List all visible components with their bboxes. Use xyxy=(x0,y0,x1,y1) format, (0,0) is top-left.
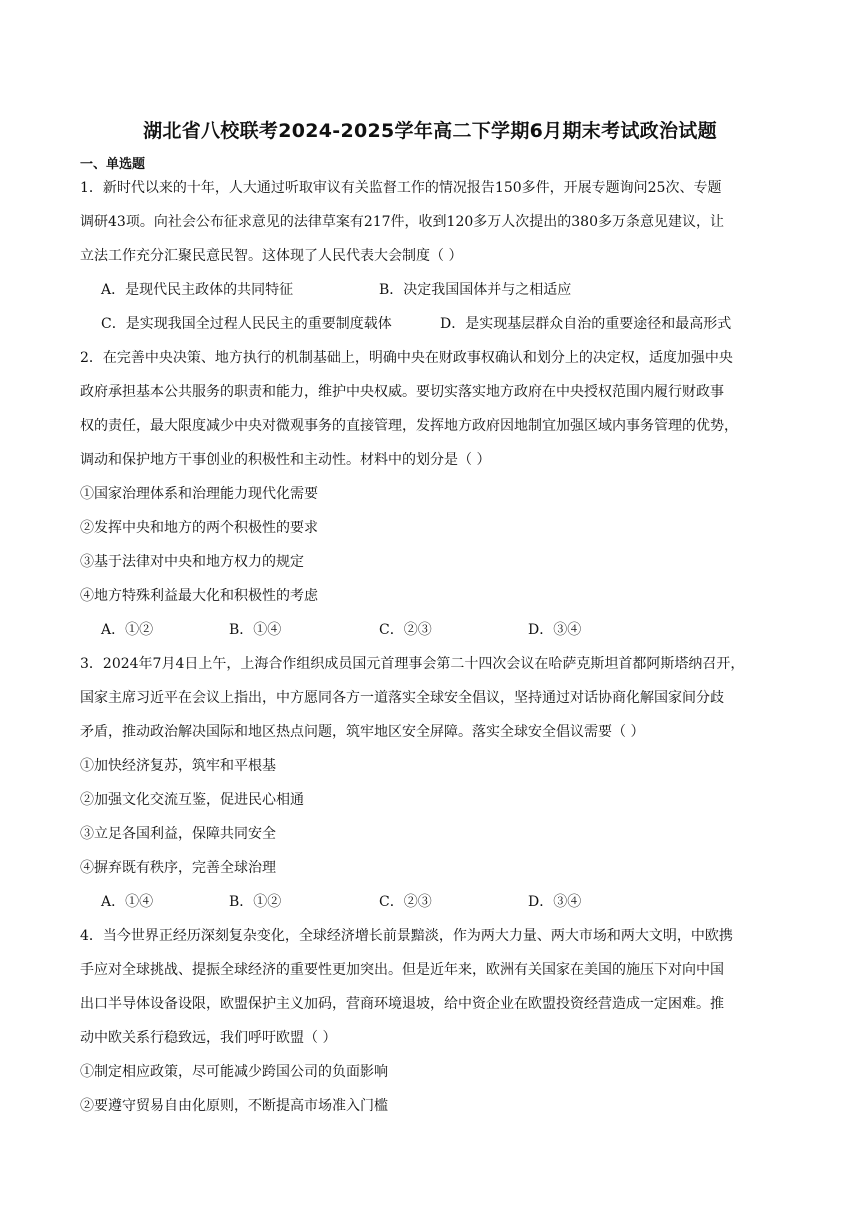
q2-stem-line-4: 调动和保护地方干事创业的积极性和主动性。材料中的划分是（ ） xyxy=(80,452,491,468)
section-heading: 一、单选题 xyxy=(80,157,146,172)
q4-stem-line-3: 出口半导体设备设限，欧盟保护主义加码，营商环境退坡，给中资企业在欧盟投资经营造成一定困难。推 xyxy=(80,996,724,1012)
q3-stem-line-1: 3．2024年7月4日上午，上海合作组织成员国元首理事会第二十四次会议在哈萨克斯坦首都阿斯塔纳召开， xyxy=(80,656,745,672)
q3-item-4: ④摒弃既有秩序，完善全球治理 xyxy=(80,860,276,876)
q3-option-c: C．②③ xyxy=(379,894,432,910)
q2-option-d: D．③④ xyxy=(528,622,582,638)
q1-option-d: D．是实现基层群众自治的重要途径和最高形式 xyxy=(440,316,732,332)
q2-item-3: ③基于法律对中央和地方权力的规定 xyxy=(80,554,304,570)
q4-stem-line-2: 手应对全球挑战、提振全球经济的重要性更加突出。但是近年来，欧洲有关国家在美国的施压下对向中国 xyxy=(80,962,724,978)
q2-option-c: C．②③ xyxy=(379,622,432,638)
q1-option-a: A．是现代民主政体的共同特征 xyxy=(101,282,294,298)
q3-item-2: ②加强文化交流互鉴，促进民心相通 xyxy=(80,792,304,808)
q2-option-b: B．①④ xyxy=(229,622,282,638)
q3-option-d: D．③④ xyxy=(528,894,582,910)
q3-stem-line-2: 国家主席习近平在会议上指出，中方愿同各方一道落实全球安全倡议，坚持通过对话协商化解国家间分歧 xyxy=(80,690,724,706)
q2-item-1: ①国家治理体系和治理能力现代化需要 xyxy=(80,486,318,502)
q1-stem-line-1: 1．新时代以来的十年，人大通过听取审议有关监督工作的情况报告150多件，开展专题询问25次、专题 xyxy=(80,180,722,196)
q2-item-2: ②发挥中央和地方的两个积极性的要求 xyxy=(80,520,318,536)
q4-stem-line-4: 动中欧关系行稳致远，我们呼吁欧盟（ ） xyxy=(80,1030,337,1046)
q3-stem-line-3: 矛盾，推动政治解决国际和地区热点问题，筑牢地区安全屏障。落实全球安全倡议需要（ ） xyxy=(80,724,645,740)
q2-stem-line-2: 政府承担基本公共服务的职责和能力，维护中央权威。要切实落实地方政府在中央授权范围内履行财政事 xyxy=(80,384,724,400)
q1-option-c: C．是实现我国全过程人民民主的重要制度载体 xyxy=(101,316,392,332)
q3-item-3: ③立足各国利益，保障共同安全 xyxy=(80,826,276,842)
q2-option-a: A．①② xyxy=(101,622,154,638)
q1-option-b: B．决定我国国体并与之相适应 xyxy=(379,282,572,298)
q4-item-1: ①制定相应政策，尽可能减少跨国公司的负面影响 xyxy=(80,1064,388,1080)
page-title: 湖北省八校联考2024-2025学年高二下学期6月期末考试政治试题 xyxy=(143,120,717,142)
q2-item-4: ④地方特殊利益最大化和积极性的考虑 xyxy=(80,588,318,604)
q3-option-b: B．①② xyxy=(229,894,282,910)
q2-stem-line-1: 2．在完善中央决策、地方执行的机制基础上，明确中央在财政事权确认和划分上的决定权，适度加强中央 xyxy=(80,350,733,366)
q3-option-a: A．①④ xyxy=(101,894,154,910)
q1-stem-line-2: 调研43项。向社会公布征求意见的法律草案有217件，收到120多万人次提出的380多万条意见建议，让 xyxy=(80,214,724,230)
q4-stem-line-1: 4．当今世界正经历深刻复杂变化，全球经济增长前景黯淡，作为两大力量、两大市场和两大文明，中欧携 xyxy=(80,928,733,944)
q3-item-1: ①加快经济复苏，筑牢和平根基 xyxy=(80,758,276,774)
q2-stem-line-3: 权的责任，最大限度减少中央对微观事务的直接管理，发挥地方政府因地制宜加强区域内事务管理的优势， xyxy=(80,418,738,434)
q1-stem-line-3: 立法工作充分汇聚民意民智。这体现了人民代表大会制度（ ） xyxy=(80,248,463,264)
q4-item-2: ②要遵守贸易自由化原则，不断提高市场准入门槛 xyxy=(80,1098,388,1114)
